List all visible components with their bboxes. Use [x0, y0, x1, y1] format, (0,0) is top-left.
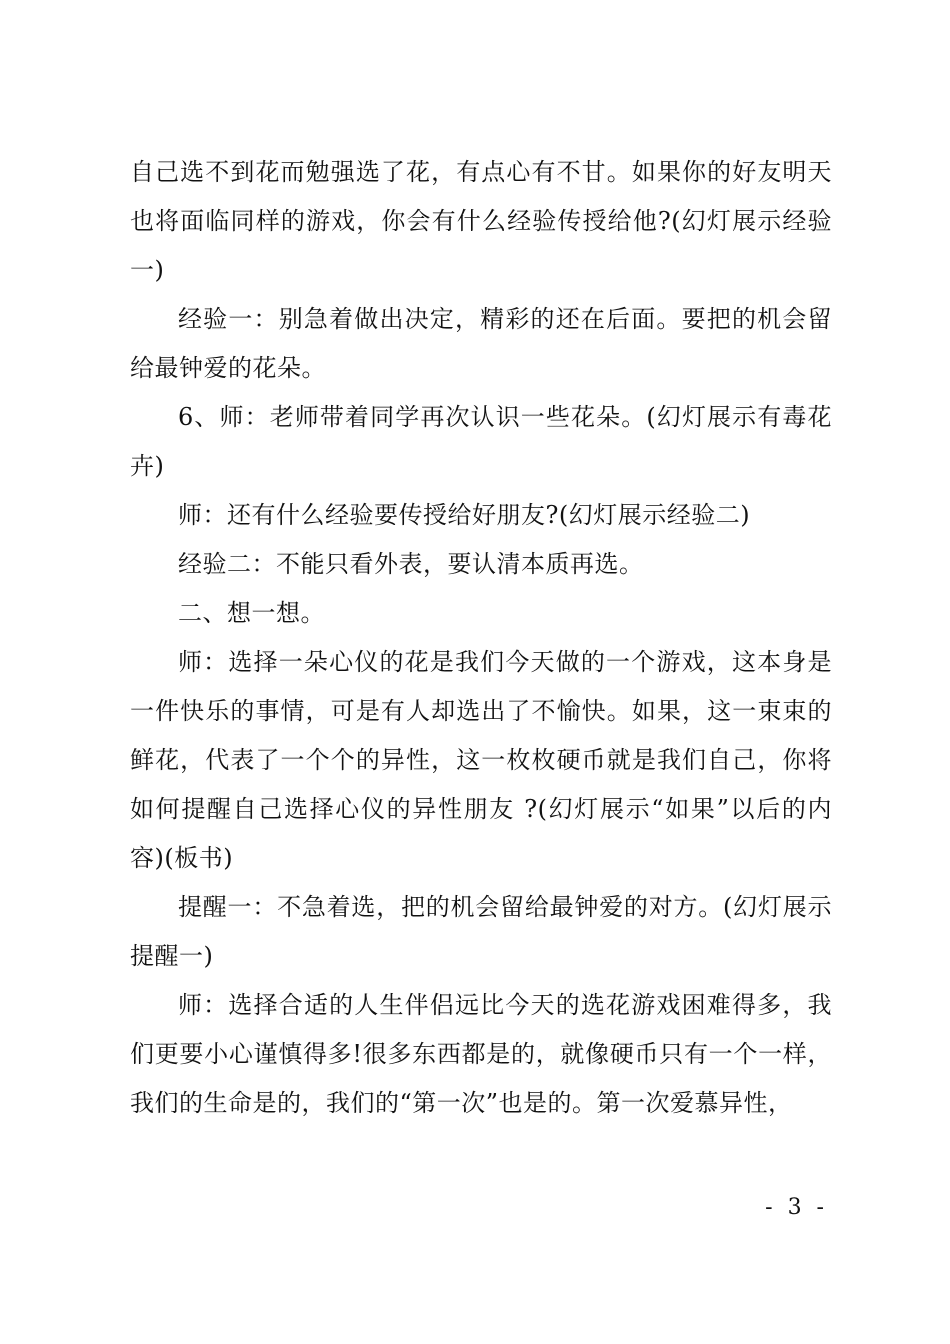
- paragraph-8: 提醒一：不急着选，把的机会留给最钟爱的对方。(幻灯展示提醒一): [130, 893, 832, 970]
- page-number: - 3 -: [765, 1195, 828, 1220]
- paragraph-4: 师：还有什么经验要传授给好朋友?(幻灯展示经验二): [178, 501, 751, 529]
- paragraph-9: 师：选择合适的人生伴侣远比今天的选花游戏困难得多，我们更要小心谨慎得多!很多东西都是的，就像硬币只有一个一样，我们的生命是的，我们的“第一次”也是的。第一次爱慕异性，: [130, 991, 832, 1117]
- paragraph-6: 二、想一想。: [178, 599, 325, 627]
- paragraph-5: 经验二：不能只看外表，要认清本质再选。: [178, 550, 644, 578]
- paragraph-3: 6、师：老师带着同学再次认识一些花朵。(幻灯展示有毒花卉): [130, 403, 832, 480]
- document-body: [130, 148, 832, 1128]
- paragraph-7: 师：选择一朵心仪的花是我们今天做的一个游戏，这本身是一件快乐的事情，可是有人却选出了不愉快。如果，这一束束的鲜花，代表了一个个的异性，这一枚枚硬币就是我们自己，你将如何提醒自己选择心仪的异性朋友 ?(幻灯展示“如果”以后的内容)(板书): [130, 648, 832, 872]
- paragraph-1: 自己选不到花而勉强选了花，有点心有不甘。如果你的好友明天也将面临同样的游戏，你会有什么经验传授给他?(幻灯展示经验一): [130, 158, 832, 284]
- paragraph-2: 经验一：别急着做出决定，精彩的还在后面。要把的机会留给最钟爱的花朵。: [130, 305, 832, 382]
